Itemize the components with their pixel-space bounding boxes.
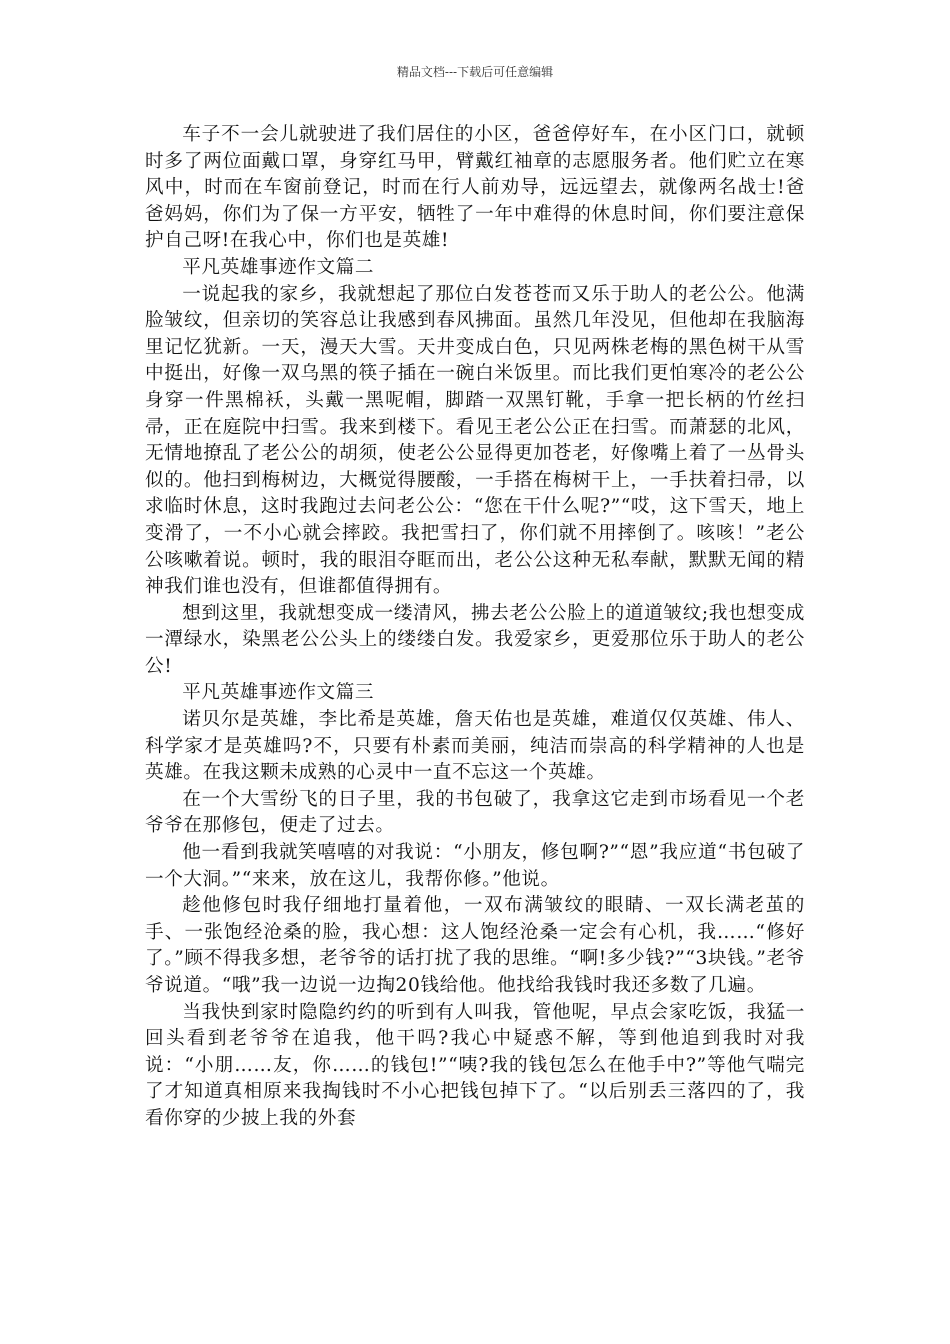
paragraph: 车子不一会儿就驶进了我们居住的小区，爸爸停好车，在小区门口，就顿时多了两位面戴口罩，身穿红马甲，臂戴红袖章的志愿服务者。他们贮立在寒风中，时而在车窗前登记，时而在行人前劝导，远远望去，就像两名战士!爸爸妈妈，你们为了保一方平安，牺牲了一年中难得的休息时间，你们要注意保护自己呀!在我心中，你们也是英雄! <box>145 124 805 252</box>
paragraph: 他一看到我就笑嘻嘻的对我说：“小朋友，修包啊?”“恩”我应道“书包破了一个大洞。”“来来，放在这儿，我帮你修。”他说。 <box>145 842 805 890</box>
paragraph: 一说起我的家乡，我就想起了那位白发苍苍而又乐于助人的老公公。他满脸皱纹，但亲切的笑容总让我感到春风拂面。虽然几年没见，但他却在我脑海里记忆犹新。一天，漫天大雪。天井变成白色，只见两株老梅的黑色树干从雪中挺出，好像一双乌黑的筷子插在一碗白米饭里。而比我们更怕寒冷的老公公身穿一件黑棉袄，头戴一黑呢帽，脚踏一双黑钉靴，手拿一把长柄的竹丝扫帚，正在庭院中扫雪。我来到楼下。看见王老公公正在扫雪。而萧瑟的北风，无情地撩乱了老公公的胡须，使老公公显得更加苍老，好像嘴上着了一丛骨头似的。他扫到梅树边，大概觉得腰酸，一手搭在梅树干上，一手扶着扫帚，以求临时休息，这时我跑过去问老公公：“您在干什么呢?”“哎，这下雪天，地上变滑了，一不小心就会摔跤。我把雪扫了，你们就不用摔倒了。咳咳！”老公公咳嗽着说。顿时，我的眼泪夺眶而出，老公公这种无私奉献，默默无闻的精神我们谁也没有，但谁都值得拥有。 <box>145 283 805 598</box>
section-heading: 平凡英雄事迹作文篇三 <box>182 682 375 704</box>
paragraph: 在一个大雪纷飞的日子里，我的书包破了，我拿这它走到市场看见一个老爷爷在那修包，便走了过去。 <box>145 788 805 837</box>
paragraph: 诺贝尔是英雄，李比希是英雄，詹天佑也是英雄，难道仅仅英雄、伟人、科学家才是英雄吗?不，只要有朴素而美丽，纯洁而崇高的科学精神的人也是英雄。在我这颗未成熟的心灵中一直不忘这一个英雄。 <box>145 709 805 784</box>
paragraph: 当我快到家时隐隐约约的听到有人叫我，管他呢，早点会家吃饭，我猛一回头看到老爷爷在追我，他干吗?我心中疑惑不解，等到他追到我时对我说：“小朋……友，你……的钱包!”“咦?我的钱包怎么在他手中?”等他气喘完了才知道真相原来我掏钱时不小心把钱包掉下了。“以后别丢三落四的了，我看你穿的少披上我的外套 <box>145 1001 805 1129</box>
paragraph: 想到这里，我就想变成一缕清风，拂去老公公脸上的道道皱纹;我也想变成一潭绿水，染黑老公公头上的缕缕白发。我爱家乡，更爱那位乐于助人的老公公! <box>145 602 805 677</box>
document-body <box>145 122 805 1133</box>
paragraph: 趁他修包时我仔细地打量着他，一双布满皱纹的眼睛、一双长满老茧的手、一张饱经沧桑的脸，我心想：这人饱经沧桑一定会有心机，我……“修好了。”顾不得我多想，老爷爷的话打扰了我的思维。“啊!多少钱?”“3块钱。”老爷爷说道。“哦”我一边说一边掏20钱给他。他找给我钱时我还多数了几遍。 <box>145 895 805 996</box>
page-header: 精品文档---下载后可任意编辑 <box>396 65 554 79</box>
section-heading: 平凡英雄事迹作文篇二 <box>182 256 375 278</box>
